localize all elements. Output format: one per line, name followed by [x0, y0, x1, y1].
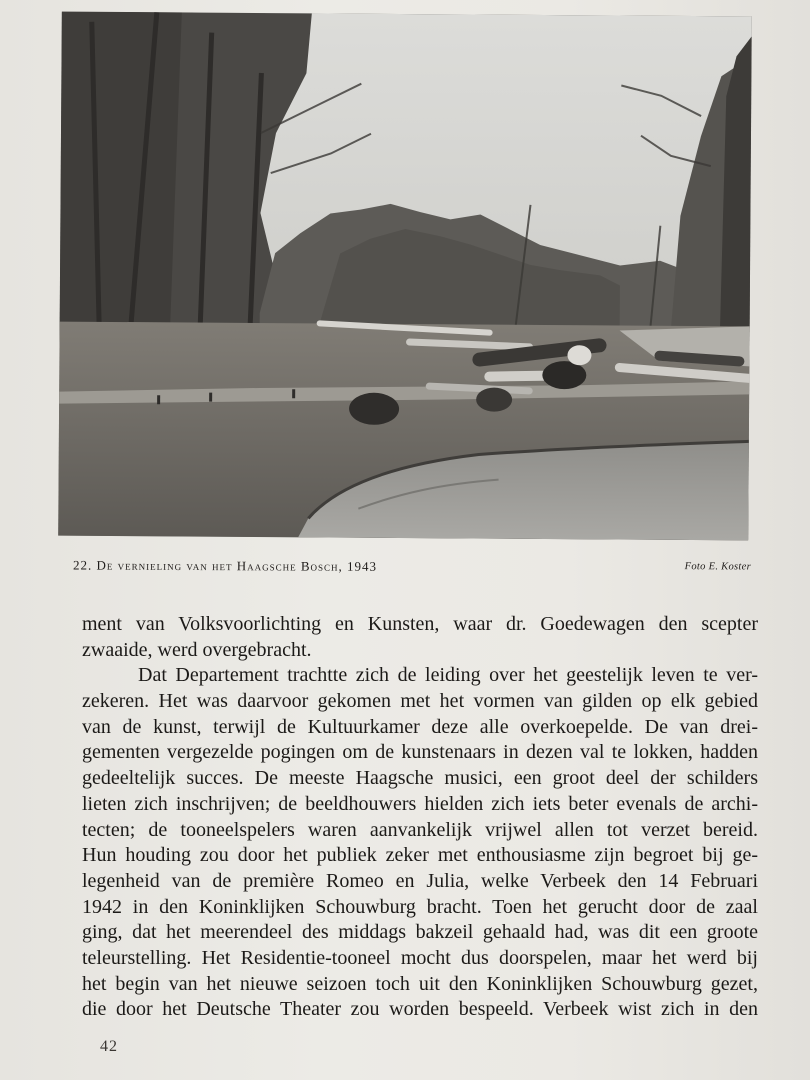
body-line: tecten; de tooneelspelers waren aanvankelijk vrijwel allen tot verzet bereid. [82, 818, 758, 841]
forest-destruction-photo [58, 12, 752, 541]
body-line: lieten zich inschrijven; de beeldhouwers hielden zich iets beter evenals de archi- [82, 792, 758, 815]
body-line: ment van Volksvoorlichting en Kunsten, waar dr. Goedewagen den scepter [82, 613, 758, 635]
caption-text [73, 558, 377, 575]
photo-caption [73, 556, 753, 579]
page-number: 42 [100, 1038, 118, 1055]
body-line: zekeren. Het was daarvoor gekomen met het vormen van gilden op elk gebied [82, 690, 758, 713]
photo-illustration [58, 12, 752, 541]
body-line: ging, dat het meerendeel des middags bakzeil gehaald had, was dit een groote [82, 921, 758, 944]
photo-credit: Foto E. Koster [684, 561, 752, 573]
body-line: Hun houding zou door het publiek zeker met enthousiasme zijn begroet bij ge- [82, 844, 758, 867]
body-paragraphs [82, 612, 758, 1023]
body-line: teleurstelling. Het Residentie-tooneel mocht dus doorspelen, maar het werd bij [82, 946, 758, 969]
body-line: legenheid van de première Romeo en Julia, welke Verbeek den 14 Februari [82, 869, 758, 892]
body-line: Dat Departement trachtte zich de leiding over het geestelijk leven te ver- [138, 664, 758, 687]
body-line: van de kunst, terwijl de Kultuurkamer deze alle overkoepelde. De van drei- [82, 715, 758, 738]
body-line: die door het Deutsche Theater zou worden bespeeld. Verbeek wist zich in den [82, 998, 758, 1021]
body-line: zwaaide, werd overgebracht. [82, 638, 312, 661]
body-line: het begin van het nieuwe seizoen toch uit den Koninklijken Schouwburg gezet, [82, 972, 758, 995]
body-line: gedeeltelijk succes. De meeste Haagsche musici, een groot deel der schilders [82, 767, 758, 790]
body-line: gementen vergezelde pogingen om de kunstenaars in dezen val te lokken, hadden [82, 741, 758, 764]
caption-title: De vernieling van het Haagsche Bosch, 1943 [96, 557, 378, 574]
body-line: 1942 in den Koninklijken Schouwburg bracht. Toen het gerucht door de zaal [82, 895, 758, 918]
caption-number: 22. [72, 557, 93, 573]
